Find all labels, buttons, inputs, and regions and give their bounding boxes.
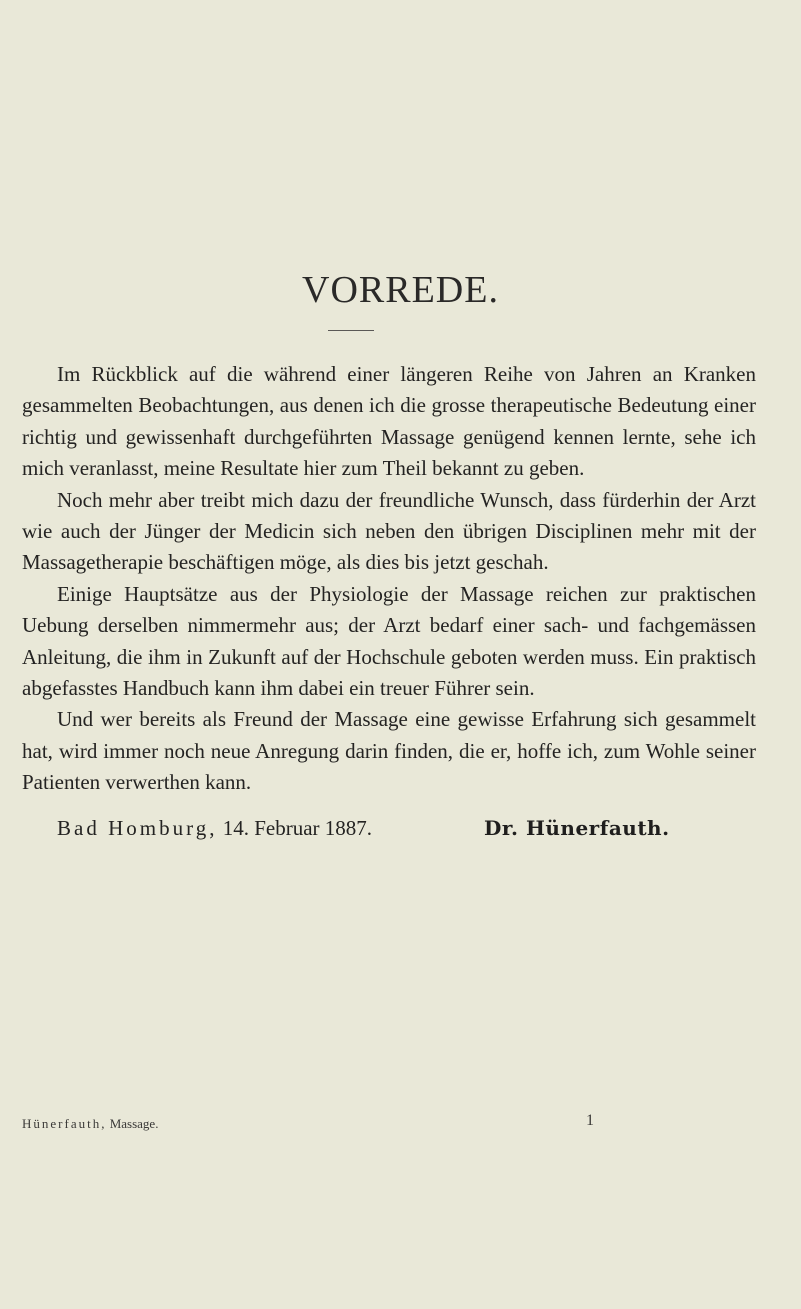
paragraph-2: Noch mehr aber treibt mich dazu der freundliche Wunsch, dass fürderhin der Arzt wie auch der Jünger der Medicin sich neben den übrigen Disciplinen mehr mit der Massagetherapie beschäftigen möge, als dies bis jetzt geschah. — [22, 487, 756, 575]
preface-body — [22, 359, 756, 844]
title-divider — [328, 330, 374, 331]
author-signature: Dr. Hünerfauth. — [484, 816, 670, 840]
paragraph-4: Und wer bereits als Freund der Massage eine gewisse Erfahrung sich gesammelt hat, wird immer noch neue Anregung darin finden, die er, hoffe ich, zum Wohle seiner Patienten verwerthen kann. — [22, 707, 756, 795]
signature-mark — [22, 1116, 158, 1132]
footer-author: Hünerfauth, — [22, 1116, 107, 1131]
paragraph-3: Einige Hauptsätze aus der Physiologie der Massage reichen zur praktischen Uebung derselben nimmermehr aus; der Arzt bedarf einer sach- und fachgemässen Anleitung, die ihm in Zukunft auf der Hochschule geboten werden muss. Ein praktisch abgefasstes Handbuch kann ihm dabei ein treuer Führer sein. — [22, 581, 756, 701]
footer-book-title: Massage. — [109, 1116, 159, 1131]
date: 14. Februar 1887. — [222, 815, 373, 840]
paragraph-1: Im Rückblick auf die während einer längeren Reihe von Jahren an Kranken gesammelten Beobachtungen, aus denen ich die grosse therapeutische Bedeutung einer richtig und gewissenhaft durchgeführten Massage genügend kennen lernte, sehe ich mich veranlasst, meine Resultate hier zum Theil bekannt zu geben. — [22, 362, 756, 481]
place-name: Bad Homburg, — [57, 815, 218, 840]
page-title: VORREDE. — [302, 269, 499, 311]
sheet-number: 1 — [586, 1112, 594, 1129]
